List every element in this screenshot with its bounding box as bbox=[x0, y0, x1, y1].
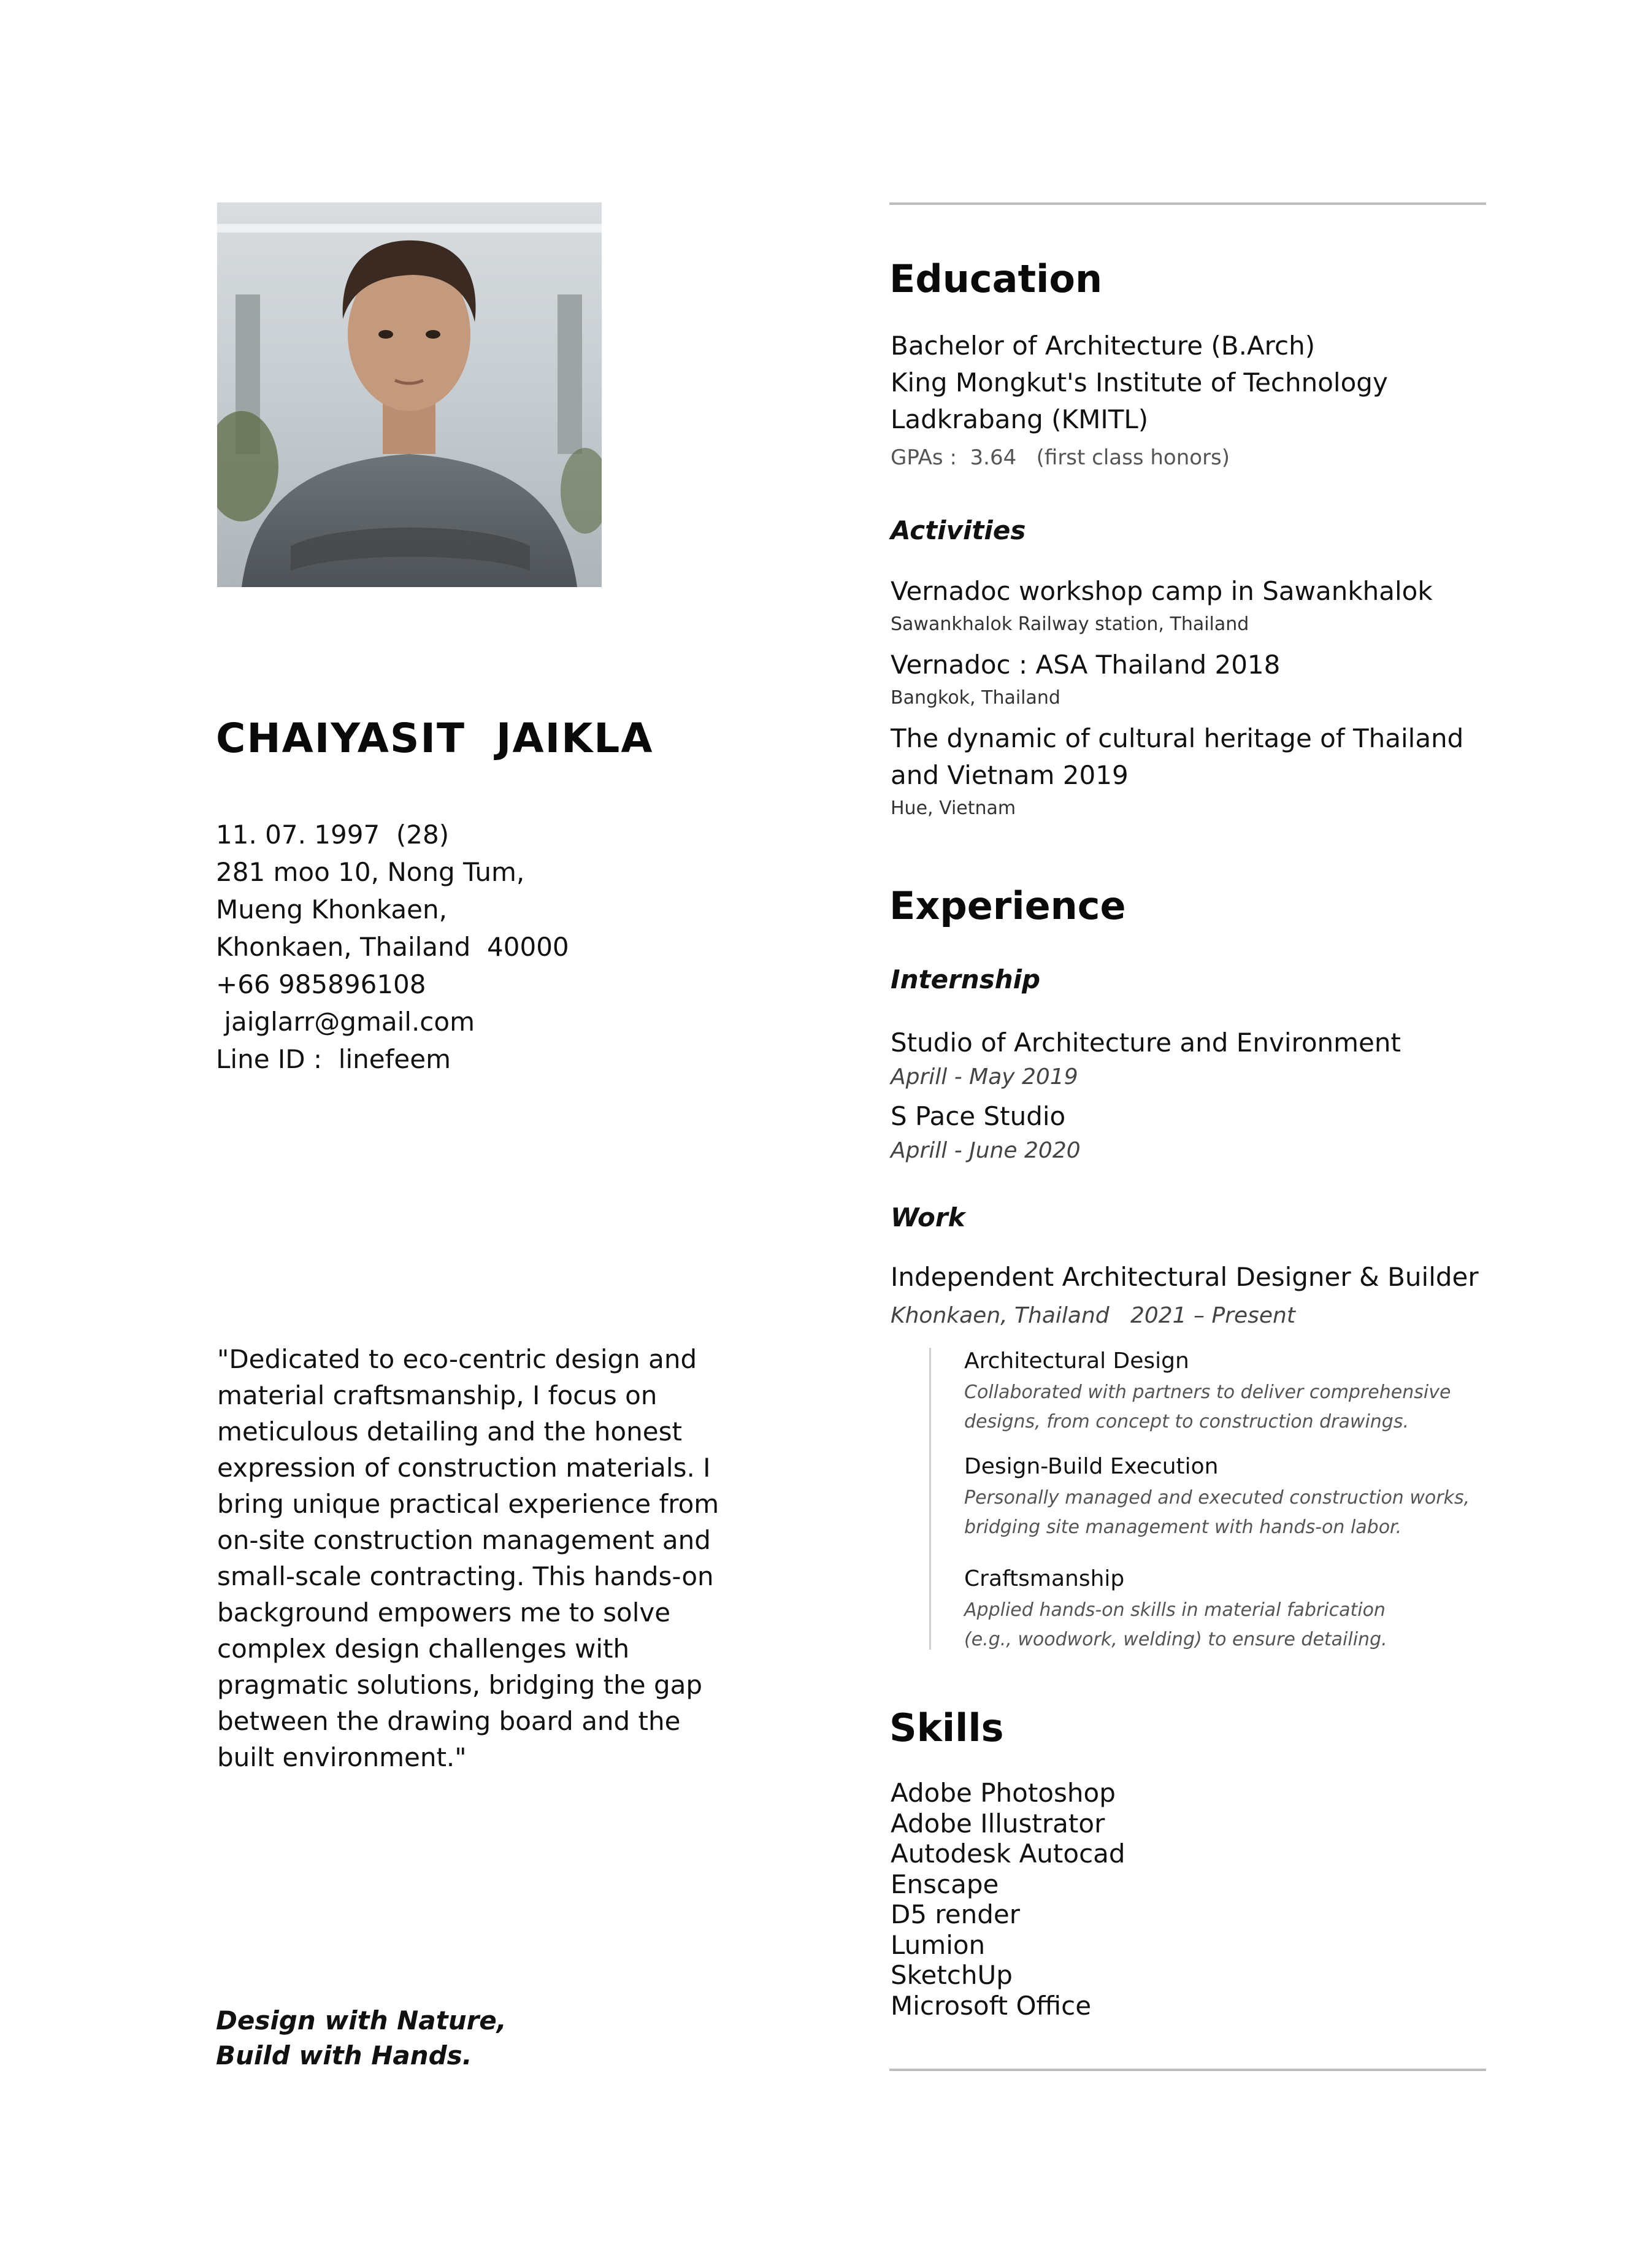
work-title: Independent Architectural Designer & Builder bbox=[891, 1262, 1479, 1292]
work-heading: Work bbox=[891, 1202, 965, 1232]
education-school-line-1: King Mongkut's Institute of Technology bbox=[891, 367, 1388, 398]
education-school-line-2: Ladkrabang (KMITL) bbox=[891, 404, 1149, 434]
skill-item: Microsoft Office bbox=[891, 1990, 1092, 2021]
highlight-title: Architectural Design bbox=[964, 1348, 1189, 1374]
skill-item: Enscape bbox=[891, 1869, 999, 1899]
internship-name: S Pace Studio bbox=[891, 1101, 1066, 1131]
activity-place: Hue, Vietnam bbox=[891, 798, 1016, 819]
activity-place: Bangkok, Thailand bbox=[891, 687, 1060, 709]
phone-number: +66 985896108 bbox=[216, 969, 426, 999]
bottom-divider bbox=[889, 2069, 1486, 2071]
top-divider bbox=[889, 202, 1486, 205]
education-degree: Bachelor of Architecture (B.Arch) bbox=[891, 331, 1316, 361]
portrait-illustration bbox=[217, 202, 602, 587]
profile-statement: "Dedicated to eco-centric design and material craftsmanship, I focus on meticulous detailing and the honest expression of construction materials. I bring unique practical experience from on-site construction management and small-scale contracting. This hands-on background empowers me to solve complex design challenges with pragmatic solutions, bridging the gap between the drawing board and the built environment." bbox=[217, 1344, 719, 1772]
highlight-description-line-2: (e.g., woodwork, welding) to ensure detailing. bbox=[964, 1629, 1387, 1650]
activities-heading: Activities bbox=[891, 515, 1026, 545]
education-gpa: GPAs : 3.64 (first class honors) bbox=[891, 445, 1230, 470]
internship-dates: Aprill - May 2019 bbox=[891, 1064, 1078, 1090]
highlight-description-line-1: Applied hands-on skills in material fabrication bbox=[964, 1599, 1386, 1621]
birth-date: 11. 07. 1997 (28) bbox=[216, 820, 450, 850]
highlight-description-line-2: designs, from concept to construction drawings. bbox=[964, 1411, 1409, 1432]
motto-line-1: Design with Nature, bbox=[216, 2005, 507, 2035]
address-line-2: Mueng Khonkaen, bbox=[216, 894, 447, 924]
contact-details bbox=[216, 816, 768, 1078]
profile-photo bbox=[217, 202, 602, 587]
highlights-divider bbox=[929, 1348, 931, 1650]
activity-title-line-2: and Vietnam 2019 bbox=[891, 760, 1129, 790]
highlight-title: Design-Build Execution bbox=[964, 1454, 1219, 1479]
work-location-dates: Khonkaen, Thailand 2021 – Present bbox=[891, 1303, 1295, 1328]
internship-name: Studio of Architecture and Environment bbox=[891, 1028, 1401, 1058]
line-id: Line ID : linefeem bbox=[216, 1044, 451, 1074]
skill-item: Lumion bbox=[891, 1929, 986, 1960]
highlight-description-line-1: Collaborated with partners to deliver comprehensive bbox=[964, 1382, 1451, 1403]
skill-item: D5 render bbox=[891, 1899, 1020, 1929]
activity-title-line-1: The dynamic of cultural heritage of Thailand bbox=[891, 723, 1464, 753]
skills-list bbox=[891, 1778, 1125, 2021]
activity-place: Sawankhalok Railway station, Thailand bbox=[891, 613, 1249, 635]
education-heading: Education bbox=[889, 256, 1103, 301]
highlight-description-line-2: bridging site management with hands-on labor. bbox=[964, 1516, 1402, 1538]
motto-line-2: Build with Hands. bbox=[216, 2040, 472, 2070]
highlight-title: Craftsmanship bbox=[964, 1566, 1125, 1591]
skill-item: Adobe Illustrator bbox=[891, 1808, 1105, 1839]
skill-item: SketchUp bbox=[891, 1960, 1013, 1990]
candidate-name: CHAIYASIT JAIKLA bbox=[216, 715, 654, 762]
email-address: jaiglarr@gmail.com bbox=[216, 1007, 475, 1037]
address-line-3: Khonkaen, Thailand 40000 bbox=[216, 932, 569, 962]
internship-heading: Internship bbox=[891, 964, 1041, 994]
motto bbox=[216, 2003, 507, 2073]
experience-heading: Experience bbox=[889, 883, 1126, 928]
skill-item: Adobe Photoshop bbox=[891, 1778, 1116, 1808]
internship-dates: Aprill - June 2020 bbox=[891, 1138, 1081, 1163]
activity-title: Vernadoc : ASA Thailand 2018 bbox=[891, 650, 1281, 680]
activity-title: Vernadoc workshop camp in Sawankhalok bbox=[891, 576, 1433, 606]
skills-heading: Skills bbox=[889, 1705, 1004, 1750]
skill-item: Autodesk Autocad bbox=[891, 1839, 1125, 1869]
address-line-1: 281 moo 10, Nong Tum, bbox=[216, 857, 525, 887]
highlight-description-line-1: Personally managed and executed construction works, bbox=[964, 1487, 1470, 1509]
